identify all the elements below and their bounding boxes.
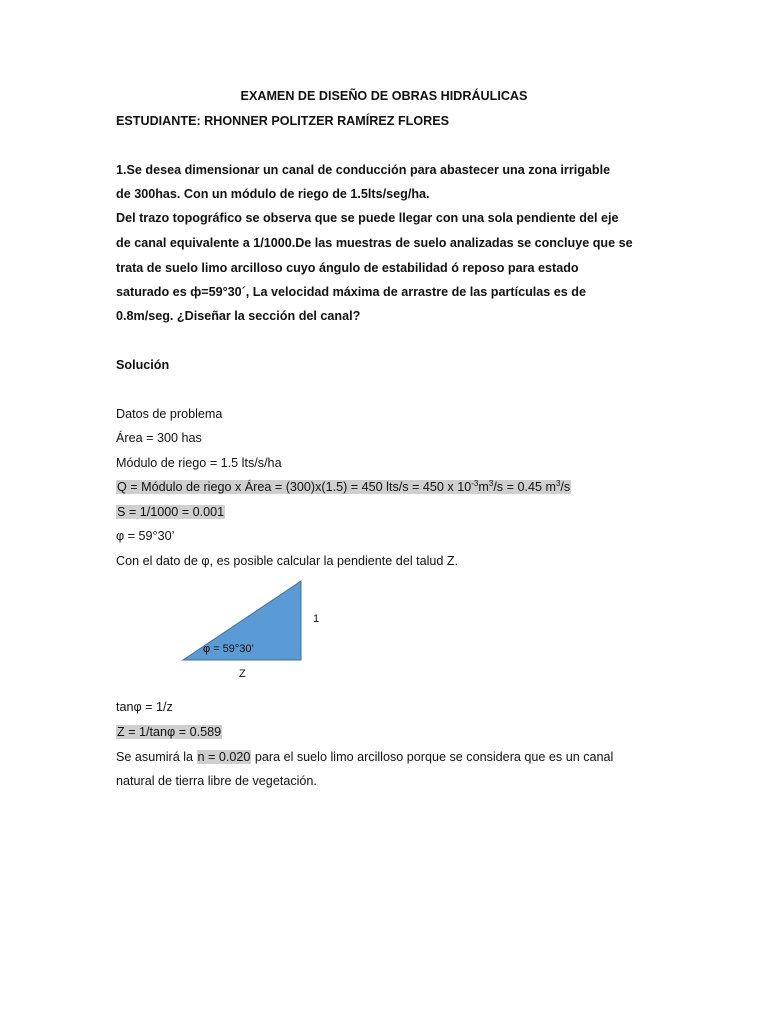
manning-text-continued: natural de tierra libre de vegetación. <box>116 774 317 788</box>
problem-line: trata de suelo limo arcilloso cuyo ángulo de estabilidad ó reposo para estado <box>116 261 579 275</box>
angle-label: φ = 59°30’ <box>203 643 254 655</box>
document-title: EXAMEN DE DISEÑO DE OBRAS HIDRÁULICAS <box>240 89 528 103</box>
slope-equation <box>116 504 225 520</box>
flow-equation-highlight: Q = Módulo de riego x Área = (300)x(1.5) = 450 lts/s = 450 x $10^{-3}m^3/s = 0.45$ $m^3/s$ <box>117 479 571 494</box>
data-heading: Datos de problema <box>116 407 223 421</box>
problem-line: saturado es ф=59°30´, La velocidad máxima de arrastre de las partículas es de <box>116 285 587 299</box>
problem-line: Del trazo topográfico se observa que se puede llegar con una sola pendiente del eje <box>116 211 619 225</box>
vertical-side-label: 1 <box>313 613 320 625</box>
tan-equation: tanφ = 1/z <box>116 700 173 714</box>
problem-line: 0.8m/seg. ¿Diseñar la sección del canal? <box>116 309 361 323</box>
manning-n-highlight: n = 0.020 <box>197 750 251 764</box>
slope-highlight: S = 1/1000 = 0.001 <box>117 505 225 519</box>
flow-equation <box>116 479 571 495</box>
manning-text: Se asumirá la n = 0.020 para el suelo limo arcilloso porque se considera que es un canal <box>116 750 614 764</box>
problem-line: de canal equivalente a 1/1000.De las muestras de suelo analizadas se concluye que se <box>116 236 633 250</box>
horizontal-side-label: Z <box>239 668 246 680</box>
z-equation <box>116 724 222 740</box>
irrigation-module: Módulo de riego = 1.5 lts/s/ha <box>116 456 282 470</box>
phi-value: φ = 59°30’ <box>116 529 175 543</box>
problem-line: 1.Se desea dimensionar un canal de conducción para abastecer una zona irrigable <box>116 163 611 177</box>
phi-explanation: Con el dato de φ, es posible calcular la pendiente del talud Z. <box>116 554 459 568</box>
area-value: Área = 300 has <box>116 431 202 445</box>
problem-line: de 300has. Con un módulo de riego de 1.5lts/seg/ha. <box>116 187 430 201</box>
student-name: ESTUDIANTE: RHONNER POLITZER RAMÍREZ FLORES <box>116 114 450 128</box>
z-highlight: Z = 1/tanφ = 0.589 <box>117 725 222 739</box>
solution-heading: Solución <box>116 358 170 372</box>
